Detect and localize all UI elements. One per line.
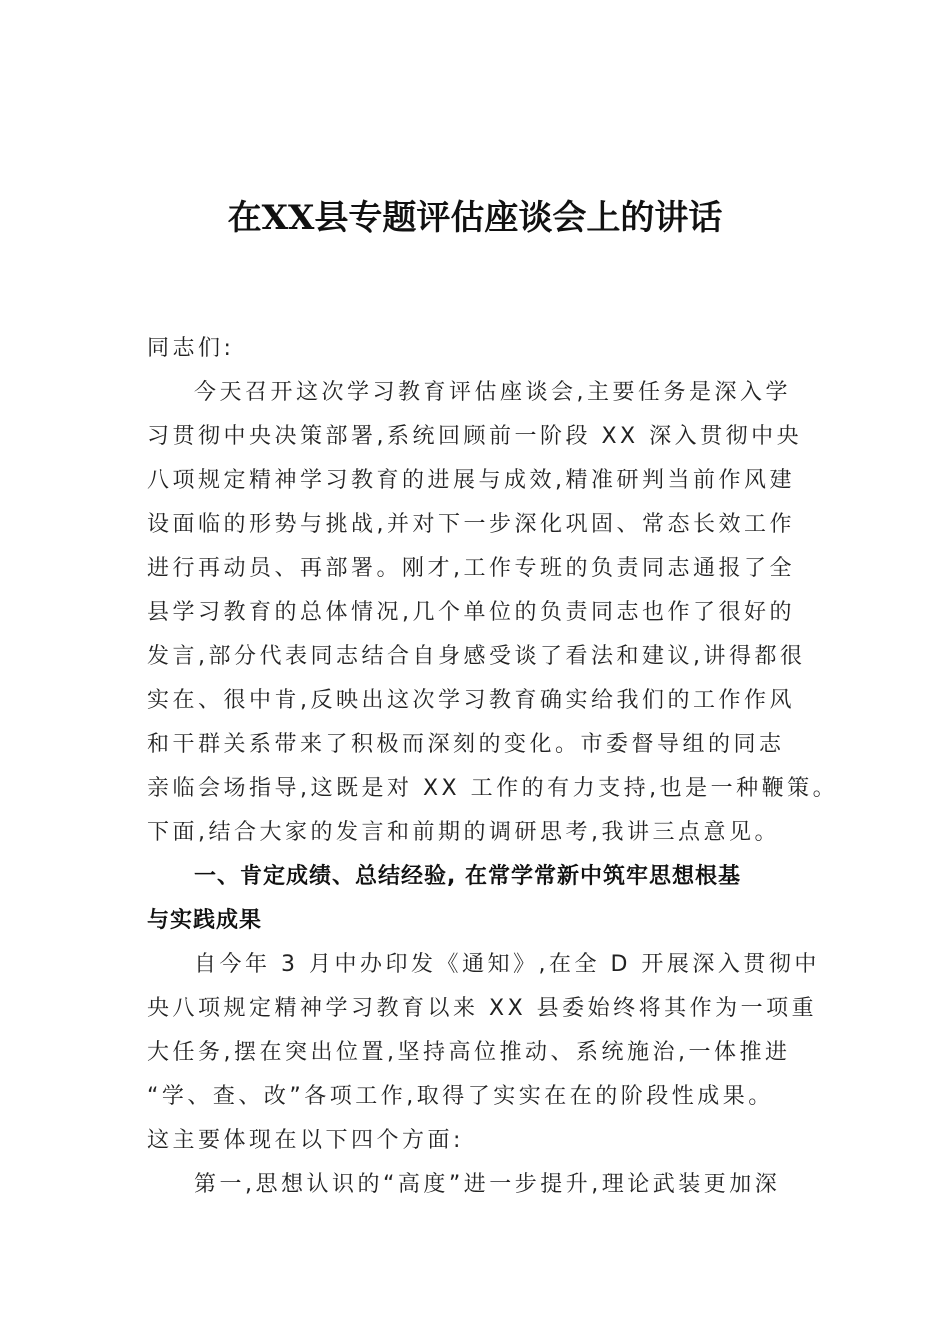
paragraph-line: 亲临会场指导,这既是对 XX 工作的有力支持,也是一种鞭策。	[147, 776, 839, 801]
paragraph-line: 大任务,摆在突出位置,坚持高位推动、系统施治,一体推进	[147, 1040, 791, 1065]
paragraph-line: 这主要体现在以下四个方面:	[147, 1128, 464, 1153]
paragraph-line: 习贯彻中央决策部署,系统回顾前一阶段 XX 深入贯彻中央	[147, 424, 803, 449]
paragraph-line: 和干群关系带来了积极而深刻的变化。市委督导组的同志	[147, 732, 785, 757]
paragraph-line: 今天召开这次学习教育评估座谈会,主要任务是深入学	[194, 380, 791, 405]
paragraph-line: 县学习教育的总体情况,几个单位的负责同志也作了很好的	[147, 600, 795, 625]
salutation: 同志们:	[147, 336, 235, 361]
paragraph-line: 设面临的形势与挑战,并对下一步深化巩固、常态长效工作	[147, 512, 795, 537]
paragraph-line: 自今年 3 月中办印发《通知》,在全 D 开展深入贯彻中	[194, 952, 820, 977]
paragraph-line: 央八项规定精神学习教育以来 XX 县委始终将其作为一项重	[147, 996, 818, 1021]
section-heading: 与实践成果	[147, 908, 263, 933]
paragraph-line: 进行再动员、再部署。刚才,工作专班的负责同志通报了全	[147, 556, 795, 581]
document-title: 在XX县专题评估座谈会上的讲话	[227, 198, 723, 238]
document-body	[147, 327, 839, 1207]
section-heading: 一、肯定成绩、总结经验, 在常学常新中筑牢思想根基	[194, 864, 742, 889]
paragraph-line: 实在、很中肯,反映出这次学习教育确实给我们的工作作风	[147, 688, 795, 713]
paragraph-line: 发言,部分代表同志结合自身感受谈了看法和建议,讲得都很	[147, 644, 806, 669]
paragraph-line: “学、查、改”各项工作,取得了实实在在的阶段性成果。	[147, 1084, 774, 1109]
paragraph-line: 八项规定精神学习教育的进展与成效,精准研判当前作风建	[147, 468, 795, 493]
paragraph-line: 下面,结合大家的发言和前期的调研思考,我讲三点意见。	[147, 820, 780, 845]
paragraph-line: 第一,思想认识的“高度”进一步提升,理论武装更加深	[194, 1172, 781, 1197]
